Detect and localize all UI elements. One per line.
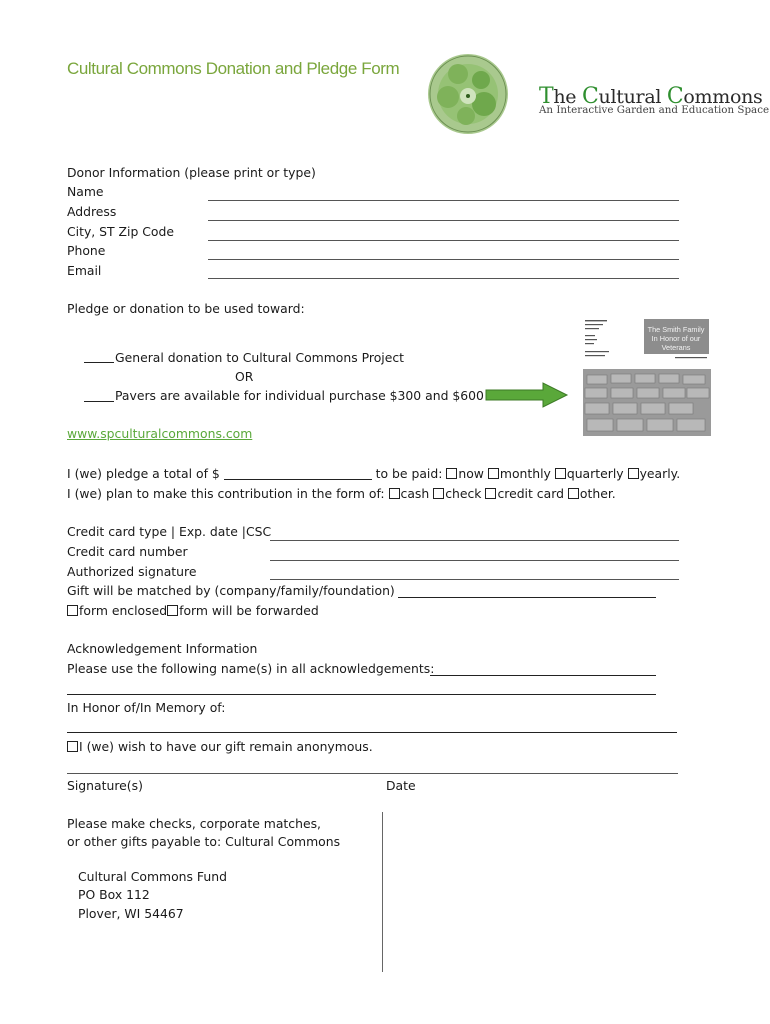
anonymous-row xyxy=(67,739,373,754)
email-field[interactable] xyxy=(208,278,679,279)
address-field[interactable] xyxy=(208,220,679,221)
website-link[interactable]: www.spculturalcommons.com xyxy=(67,426,253,441)
yearly-label: yearly. xyxy=(639,466,681,481)
phone-field[interactable] xyxy=(208,259,679,260)
name-label: Name xyxy=(67,184,104,199)
pavers-blank[interactable] xyxy=(84,401,114,402)
other-checkbox[interactable] xyxy=(568,488,579,499)
check-label: check xyxy=(445,486,482,501)
address-line-1: Cultural Commons Fund xyxy=(78,869,227,884)
payable-line-2: or other gifts payable to: Cultural Commons xyxy=(67,834,341,849)
other-label: other. xyxy=(579,486,616,501)
acknowledgement-names-field[interactable] xyxy=(430,675,656,676)
honor-memory-label: In Honor of/In Memory of: xyxy=(67,700,226,715)
paver-sample-text: The Smith Family In Honor of our Veterans xyxy=(647,325,705,352)
payable-line-1: Please make checks, corporate matches, xyxy=(67,816,321,831)
gift-matched-field[interactable] xyxy=(398,597,656,598)
card-type-field[interactable] xyxy=(270,540,679,541)
form-forwarded-label: form will be forwarded xyxy=(179,603,319,618)
donor-heading: Donor Information (please print or type) xyxy=(67,165,316,180)
acknowledgement-names-label: Please use the following name(s) in all acknowledgements: xyxy=(67,661,435,676)
date-label: Date xyxy=(386,778,416,793)
matching-form-row xyxy=(67,603,319,618)
cash-label: cash xyxy=(400,486,430,501)
general-donation-blank[interactable] xyxy=(84,362,114,363)
form-title: Cultural Commons Donation and Pledge Form xyxy=(67,59,400,78)
check-checkbox[interactable] xyxy=(433,488,444,499)
city-state-zip-field[interactable] xyxy=(208,240,679,241)
or-text: OR xyxy=(235,369,254,384)
quarterly-label: quarterly xyxy=(566,466,624,481)
name-field[interactable] xyxy=(208,200,679,201)
brand-tagline: An Interactive Garden and Education Space xyxy=(539,104,770,116)
city-state-zip-label: City, ST Zip Code xyxy=(67,224,174,239)
pledge-total-label: I (we) pledge a total of $ xyxy=(67,466,220,481)
card-type-label: Credit card type | Exp. date |CSC xyxy=(67,524,272,539)
credit-card-label: credit card xyxy=(497,486,564,501)
honor-memory-field[interactable] xyxy=(67,732,677,733)
signature-field[interactable] xyxy=(67,773,678,774)
signature-label: Signature(s) xyxy=(67,778,143,793)
brand-name: The Cultural Commons xyxy=(539,84,763,109)
email-label: Email xyxy=(67,263,102,278)
address-label: Address xyxy=(67,204,117,219)
anonymous-checkbox[interactable] xyxy=(67,741,78,752)
authorized-signature-field[interactable] xyxy=(270,579,679,580)
to-be-paid-label: to be paid: xyxy=(375,466,443,481)
now-checkbox[interactable] xyxy=(446,468,457,479)
yearly-checkbox[interactable] xyxy=(628,468,639,479)
address-line-2: PO Box 112 xyxy=(78,887,150,902)
now-label: now xyxy=(458,466,484,481)
card-number-field[interactable] xyxy=(270,560,679,561)
form-forwarded-checkbox[interactable] xyxy=(167,605,178,616)
form-enclosed-label: form enclosed xyxy=(79,603,168,618)
vertical-divider xyxy=(382,812,383,972)
address-line-3: Plover, WI 54467 xyxy=(78,906,184,921)
garden-logo-icon xyxy=(426,52,510,136)
usage-heading: Pledge or donation to be used toward: xyxy=(67,301,305,316)
authorized-signature-label: Authorized signature xyxy=(67,564,197,579)
phone-label: Phone xyxy=(67,243,106,258)
form-enclosed-checkbox[interactable] xyxy=(67,605,78,616)
paver-sample-image xyxy=(583,318,711,436)
credit-card-checkbox[interactable] xyxy=(485,488,496,499)
pledge-total-row xyxy=(67,466,680,481)
general-donation-label: General donation to Cultural Commons Project xyxy=(115,350,405,365)
monthly-checkbox[interactable] xyxy=(488,468,499,479)
quarterly-checkbox[interactable] xyxy=(555,468,566,479)
pavers-label: Pavers are available for individual purchase $300 and $600 xyxy=(115,388,484,403)
acknowledgement-names-field-2[interactable] xyxy=(67,694,656,695)
anonymous-label: I (we) wish to have our gift remain anonymous. xyxy=(79,739,373,754)
gift-matched-label: Gift will be matched by (company/family/foundation) xyxy=(67,583,395,598)
monthly-label: monthly xyxy=(499,466,551,481)
contribution-form-row xyxy=(67,486,616,501)
cash-checkbox[interactable] xyxy=(389,488,400,499)
card-number-label: Credit card number xyxy=(67,544,188,559)
contribution-form-label: I (we) plan to make this contribution in the form of: xyxy=(67,486,385,501)
pledge-amount-field[interactable] xyxy=(224,479,372,480)
acknowledgement-heading: Acknowledgement Information xyxy=(67,641,258,656)
right-arrow-icon xyxy=(485,382,569,408)
